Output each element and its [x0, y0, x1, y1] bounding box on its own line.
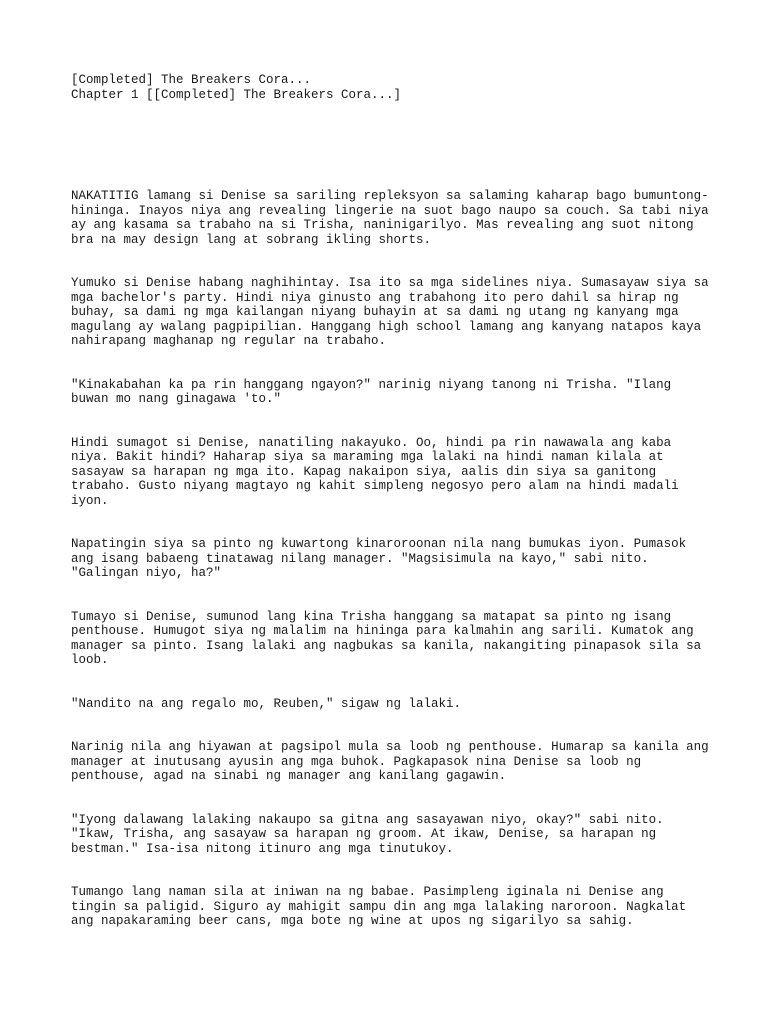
chapter-body [71, 189, 711, 929]
story-title: [Completed] The Breakers Cora... [71, 73, 312, 87]
paragraph: Yumuko si Denise habang naghihintay. Isa ito sa mga sidelines niya. Sumasayaw siya sa mga bachelor's party. Hindi niya ginusto ang trabahong ito pero dahil sa hirap ng buhay, sa dami ng mga kailangan niyang buhayin at sa dami ng utang ng kanyang mga magulang ay walang pagpipilian. Hanggang high school lamang ang kanyang natapos kaya nahirapang maghanap ng regular na trabaho. [71, 276, 709, 348]
chapter-title: Chapter 1 [[Completed] The Breakers Cora...] [71, 87, 402, 102]
paragraph: Narinig nila ang hiyawan at pagsipol mula sa loob ng penthouse. Humarap sa kanila ang manager at inutusang ayusin ang mga buhok. Pagkapasok nina Denise sa loob ng penthouse, agad na sinabi ng manager ang kanilang gagawin. [71, 740, 709, 783]
document-page [71, 73, 711, 958]
paragraph: "Iyong dalawang lalaking nakaupo sa gitna ang sasayawan niyo, okay?" sabi nito. "Ikaw, Trisha, ang sasayaw sa harapan ng groom. At ikaw, Denise, sa harapan ng bestman." Isa-isa nitong itinuro ang mga tinutukoy. [71, 812, 664, 856]
paragraph: "Kinakabahan ka pa rin hanggang ngayon?" narinig niyang tanong ni Trisha. "Ilang buwan mo nang ginagawa 'to." [71, 377, 672, 406]
paragraph: Tumayo si Denise, sumunod lang kina Trisha hanggang sa matapat sa pinto ng isang penthouse. Humugot siya ng malalim na hininga para kalmahin ang sarili. Kumatok ang manager sa pinto. Isang lalaki ang nagbukas sa kanila, nakangiting pinapasok sila sa loob. [71, 609, 702, 667]
document-header [71, 73, 711, 102]
paragraph: Hindi sumagot si Denise, nanatiling nakayuko. Oo, hindi pa rin nawawala ang kaba niya. Bakit hindi? Haharap siya sa maraming mga lalaki na hindi naman kilala at sasayaw sa harapan ng mga ito. Kapag nakaipon siya, aalis din siya sa ganitong trabaho. Gusto niyang magtayo ng kahit simpleng negosyo pero alam na hindi madali iyon. [71, 435, 679, 508]
paragraph: Napatingin siya sa pinto ng kuwartong kinaroroonan nila nang bumukas iyon. Pumasok ang isang babaeng tinatawag nilang manager. "Magsisimula na kayo," sabi nito. "Galingan niyo, ha?" [71, 537, 687, 580]
paragraph: "Nandito na ang regalo mo, Reuben," sigaw ng lalaki. [71, 696, 462, 711]
paragraph: NAKATITIG lamang si Denise sa sariling repleksyon sa salaming kaharap bago bumuntong-hininga. Inayos niya ang revealing lingerie na suot bago naupo sa couch. Sa tabi niya ay ang kasama sa trabaho na si Trisha, naninigarilyo. Mas revealing ang suot nitong bra na may design lang at sobrang ikling shorts. [71, 189, 709, 247]
paragraph: Tumango lang naman sila at iniwan na ng babae. Pasimpleng iginala ni Denise ang tingin sa paligid. Siguro ay mahigit sampu din ang mga lalaking naroroon. Nagkalat ang napakaraming beer cans, mga bote ng wine at upos ng sigarilyo sa sahig. [71, 885, 687, 928]
